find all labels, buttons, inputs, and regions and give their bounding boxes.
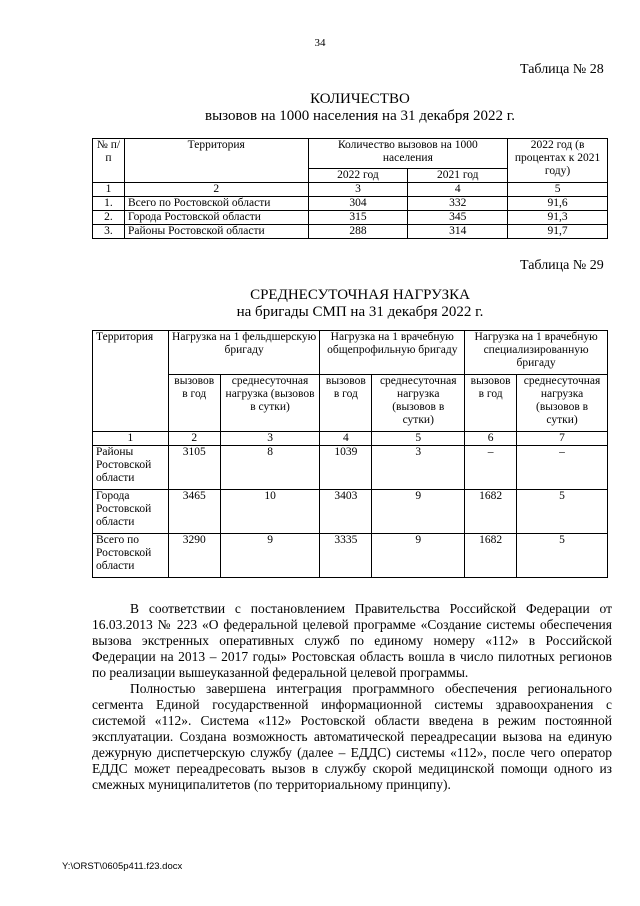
t29-index-cell: 7 [517, 432, 608, 446]
t28-num: 1. [93, 197, 125, 211]
t29-calls-2: 3335 [320, 534, 372, 578]
table-row [93, 446, 608, 490]
t29-avg-3: 5 [517, 490, 608, 534]
t29-calls-2: 1039 [320, 446, 372, 490]
t28-value-2021: 332 [408, 197, 508, 211]
t29-index-cell: 6 [465, 432, 517, 446]
t28-value-pct: 91,7 [508, 225, 608, 239]
paragraph: Полностью завершена интеграция программного обеспечения регионального сегмента Единой государственной информационной системы здравоохранения с системой «112». Система «112» Ростовской области введена в режим постоянной эксплуатации. Создана возможность автоматической переадресации вызова на единую дежурную диспетчерскую службу (далее – ЕДДС) системы «112», после чего оператор ЕДДС может переадресовать вызов в службу скорой медицинской помощи одного из смежных муниципалитетов (по территориальному принципу). [92, 681, 612, 792]
t28-value-2022: 315 [308, 211, 408, 225]
table-28-title-line1: КОЛИЧЕСТВО [310, 91, 410, 107]
t29-header-avg: среднесуточная нагрузка (вызовов в сутки) [220, 375, 320, 432]
table-row [93, 225, 608, 239]
t28-header-num: № п/п [93, 139, 125, 183]
table-28-label: Таблица № 28 [520, 62, 604, 77]
table-row [93, 197, 608, 211]
t29-avg-1: 10 [220, 490, 320, 534]
footer-file-path: Y:\ORST\0605p411.f23.docx [62, 861, 183, 872]
t29-index-cell: 1 [93, 432, 169, 446]
t29-index-cell: 2 [168, 432, 220, 446]
t29-calls-3: 1682 [465, 490, 517, 534]
t29-territory: Города Ростовской области [93, 490, 169, 534]
t28-territory: Всего по Ростовской области [124, 197, 308, 211]
table-row [93, 490, 608, 534]
t29-calls-3: – [465, 446, 517, 490]
t29-calls-1: 3465 [168, 490, 220, 534]
table-28 [92, 138, 608, 239]
t28-num: 3. [93, 225, 125, 239]
t28-index-cell: 4 [408, 183, 508, 197]
table-row [93, 211, 608, 225]
t29-header-group1: Нагрузка на 1 фельдшерскую бригаду [168, 331, 320, 375]
t29-calls-1: 3105 [168, 446, 220, 490]
t29-calls-3: 1682 [465, 534, 517, 578]
t29-avg-2: 3 [372, 446, 465, 490]
t28-header-2021: 2021 год [408, 169, 508, 183]
t28-value-2022: 288 [308, 225, 408, 239]
t29-header-group2: Нагрузка на 1 врачебную общепрофильную бригаду [320, 331, 465, 375]
table-row [93, 534, 608, 578]
t29-avg-2: 9 [372, 490, 465, 534]
t29-header-avg: среднесуточная нагрузка (вызовов в сутки) [372, 375, 465, 432]
t29-header-calls: вызовов в год [168, 375, 220, 432]
t29-territory: Районы Ростовской области [93, 446, 169, 490]
paragraph: В соответствии с постановлением Правительства Российской Федерации от 16.03.2013 № 223 «О федеральной целевой программе «Создание системы обеспечения вызова экстренных оперативных служб по единому номеру «112» в Российской Федерации на 2013 – 2017 годы» Ростовская область вошла в число пилотных регионов по реализации вышеуказанной федеральной целевой программы. [92, 601, 612, 680]
body-text [92, 601, 612, 793]
t29-index-cell: 4 [320, 432, 372, 446]
t28-index-cell: 5 [508, 183, 608, 197]
table-29-title-line2: на бригады СМП на 31 декабря 2022 г. [236, 304, 484, 320]
page-number: 34 [314, 37, 326, 49]
t28-header-pct: 2022 год (в процентах к 2021 году) [508, 139, 608, 183]
t28-value-pct: 91,6 [508, 197, 608, 211]
t29-header-avg: среднесуточная нагрузка (вызовов в сутки) [517, 375, 608, 432]
t28-value-2021: 314 [408, 225, 508, 239]
t28-territory: Районы Ростовской области [124, 225, 308, 239]
table-28-title [80, 91, 640, 125]
t29-index-cell: 3 [220, 432, 320, 446]
t28-header-count: Количество вызовов на 1000 населения [308, 139, 508, 169]
t29-avg-3: 5 [517, 534, 608, 578]
table-29 [92, 330, 608, 578]
table-29-title-line1: СРЕДНЕСУТОЧНАЯ НАГРУЗКА [250, 287, 470, 303]
table-29-label: Таблица № 29 [520, 258, 604, 273]
t28-value-2021: 345 [408, 211, 508, 225]
t29-calls-1: 3290 [168, 534, 220, 578]
t29-avg-3: – [517, 446, 608, 490]
t29-avg-1: 9 [220, 534, 320, 578]
t29-avg-1: 8 [220, 446, 320, 490]
table-29-title [80, 287, 640, 321]
t28-num: 2. [93, 211, 125, 225]
t29-header-calls: вызовов в год [465, 375, 517, 432]
t29-header-group3: Нагрузка на 1 врачебную специализированную бригаду [465, 331, 608, 375]
t28-index-cell: 3 [308, 183, 408, 197]
t29-calls-2: 3403 [320, 490, 372, 534]
t29-avg-2: 9 [372, 534, 465, 578]
t28-territory: Города Ростовской области [124, 211, 308, 225]
t29-header-calls: вызовов в год [320, 375, 372, 432]
t28-value-2022: 304 [308, 197, 408, 211]
t28-value-pct: 91,3 [508, 211, 608, 225]
table-28-title-line2: вызовов на 1000 населения на 31 декабря 2022 г. [205, 108, 515, 124]
t28-index-cell: 2 [124, 183, 308, 197]
t29-territory: Всего по Ростовской области [93, 534, 169, 578]
t29-header-territory: Территория [93, 331, 169, 432]
t28-header-territory: Территория [124, 139, 308, 183]
t28-index-cell: 1 [93, 183, 125, 197]
t29-index-cell: 5 [372, 432, 465, 446]
t28-header-2022: 2022 год [308, 169, 408, 183]
